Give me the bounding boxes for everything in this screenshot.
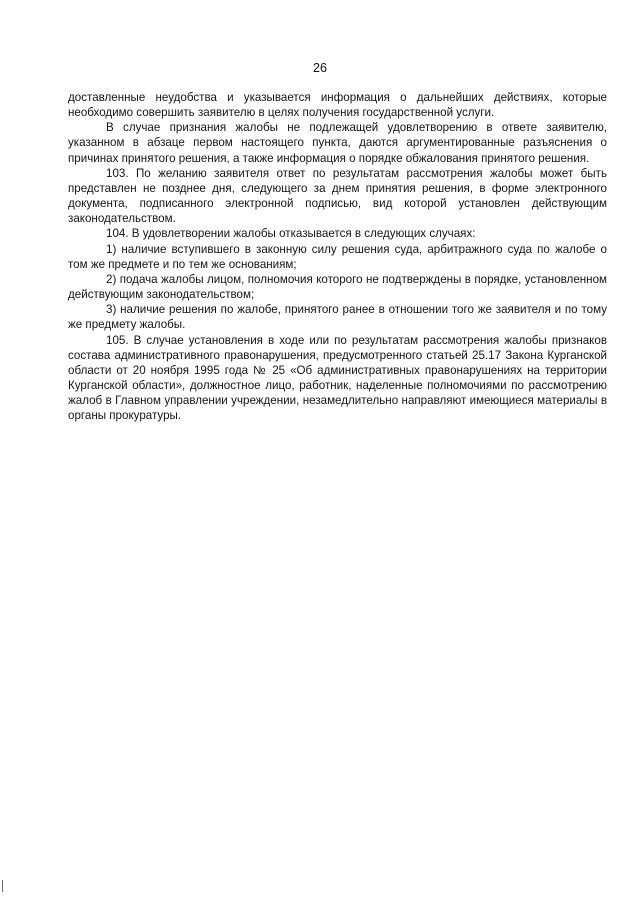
paragraph-104-item-3: 3) наличие решения по жалобе, принятого ранее в отношении того же заявителя и по тому же предмету жалобы. [68,303,607,332]
paragraph-rejection-response: В случае признания жалобы не подлежащей удовлетворению в ответе заявителю, указанном в абзаце первом настоящего пункта, даются аргументированные разъяснения о причинах принятого решения, а также информация о порядке обжалования принятого решения. [68,121,607,165]
paragraph-continuation: доставленные неудобства и указывается информация о дальнейших действиях, которые необходимо совершить заявителю в целях получения государственной услуги. [68,91,607,120]
scan-edge-mark [2,880,3,892]
paragraph-103: 103. По желанию заявителя ответ по результатам рассмотрения жалобы может быть представлен не позднее дня, следующего за днем принятия решения, в форме электронного документа, подписанного электронной подписью, вид которой установлен действующим законодательством. [68,166,607,226]
paragraph-104-item-2: 2) подача жалобы лицом, полномочия которого не подтверждены в порядке, установленном действующим законодательством; [68,272,607,302]
document-body [68,90,607,423]
paragraph-105: 105. В случае установления в ходе или по результатам рассмотрения жалобы признаков состава административного правонарушения, предусмотренного статьей 25.17 Закона Курганской области от 20 ноября 1995 года № 25 «Об административных правонарушениях на территории Курганской области», должностное лицо, работник, наделенные полномочиями по рассмотрению жалоб в Главном управлении учреждении, незамедлительно направляют имеющиеся материалы в органы прокуратуры. [68,333,607,423]
page-number: 26 [313,61,327,75]
paragraph-104: 104. В удовлетворении жалобы отказывается в следующих случаях: [106,227,476,241]
paragraph-104-item-1: 1) наличие вступившего в законную силу решения суда, арбитражного суда по жалобе о том же предмете и по тем же основаниям; [68,242,607,271]
